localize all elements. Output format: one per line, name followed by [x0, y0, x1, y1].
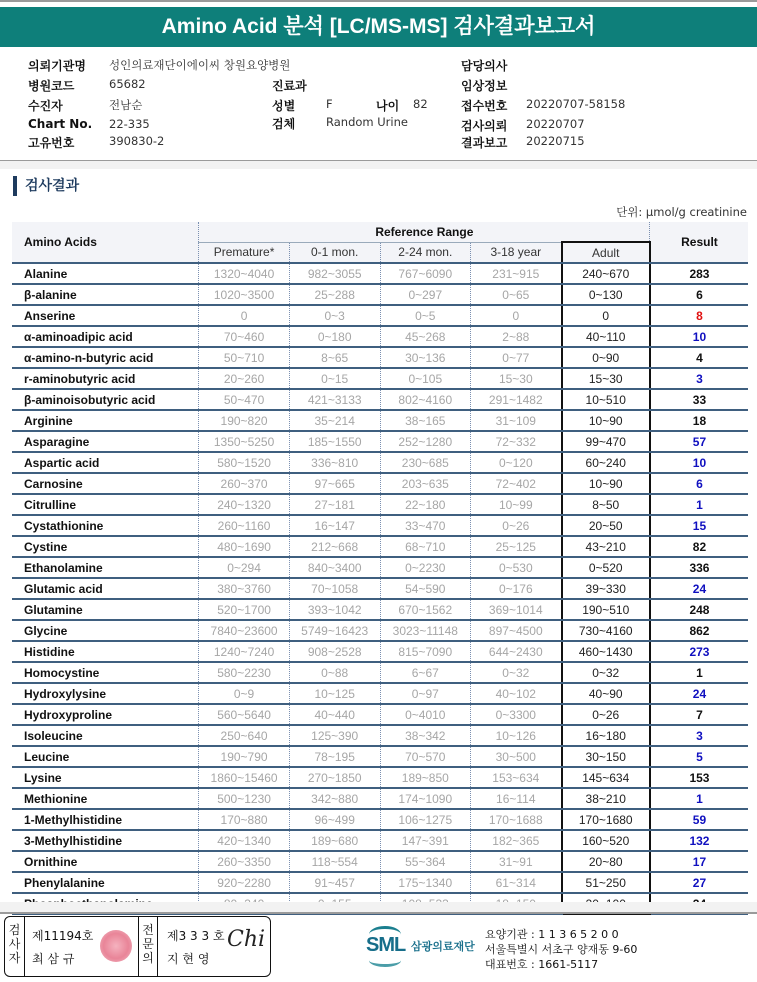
logo-arc-icon: [369, 954, 401, 967]
patient-info: [0, 54, 757, 154]
reference-range: 118~554: [289, 851, 380, 872]
reference-range: 1350~5250: [199, 431, 290, 452]
reference-range: 2~88: [471, 326, 562, 347]
amino-acid-name: Arginine: [12, 410, 199, 431]
reference-adult: 0~520: [562, 557, 650, 578]
amino-acid-name: Glycine: [12, 620, 199, 641]
result-value: 1: [650, 788, 748, 809]
reference-range: 78~195: [289, 746, 380, 767]
age-label: 나이: [376, 99, 400, 113]
result-value: 1: [650, 494, 748, 515]
amino-acid-name: Hydroxylysine: [12, 683, 199, 704]
amino-acid-name: Asparagine: [12, 431, 199, 452]
reference-range: 190~820: [199, 410, 290, 431]
unique-no-value: 390830-2: [109, 134, 165, 148]
table-row: [12, 683, 748, 704]
reference-range: 393~1042: [289, 599, 380, 620]
reference-range: 50~710: [199, 347, 290, 368]
result-value: 248: [650, 599, 748, 620]
table-row: [12, 788, 748, 809]
reference-range: 25~288: [289, 284, 380, 305]
reference-range: 175~1340: [380, 872, 471, 893]
result-value: 153: [650, 767, 748, 788]
result-value: 1: [650, 662, 748, 683]
reference-range: 250~640: [199, 725, 290, 746]
reference-range: 106~1275: [380, 809, 471, 830]
table-row: [12, 767, 748, 788]
reference-range: 170~1688: [471, 809, 562, 830]
reference-range: 897~4500: [471, 620, 562, 641]
reference-adult: 0~26: [562, 704, 650, 725]
age-value: 82: [413, 97, 428, 111]
reference-range: 231~915: [471, 263, 562, 284]
amino-acid-name: Isoleucine: [12, 725, 199, 746]
reference-range: 125~390: [289, 725, 380, 746]
reference-adult: 99~470: [562, 431, 650, 452]
unit-label: 단위: μmol/g creatinine: [616, 205, 747, 219]
reference-range: 230~685: [380, 452, 471, 473]
reference-adult: 10~90: [562, 473, 650, 494]
amino-acid-name: Glutamic acid: [12, 578, 199, 599]
reference-range: 240~1320: [199, 494, 290, 515]
table-row: [12, 620, 748, 641]
reference-range: 580~1520: [199, 452, 290, 473]
table-row: [12, 746, 748, 767]
reference-adult: 190~510: [562, 599, 650, 620]
org-contact: [485, 927, 637, 972]
specialist-license-no: 제3 3 3 호: [167, 929, 225, 943]
reference-adult: 20~80: [562, 851, 650, 872]
reference-range: 212~668: [289, 536, 380, 557]
reference-range: 270~1850: [289, 767, 380, 788]
col-header-adult: Adult: [562, 242, 650, 263]
reference-range: 291~1482: [471, 389, 562, 410]
amino-acid-name: Anserine: [12, 305, 199, 326]
reference-range: 0~97: [380, 683, 471, 704]
sex-label: 성별: [272, 99, 296, 113]
institution-label: 의뢰기관명: [28, 59, 86, 73]
reference-adult: 145~634: [562, 767, 650, 788]
reference-range: 54~590: [380, 578, 471, 599]
amino-acid-name: Phenylalanine: [12, 872, 199, 893]
amino-acid-name: Cystine: [12, 536, 199, 557]
reference-range: 16~114: [471, 788, 562, 809]
reference-adult: 51~250: [562, 872, 650, 893]
reference-range: 342~880: [289, 788, 380, 809]
reference-range: 31~109: [471, 410, 562, 431]
reference-range: 70~460: [199, 326, 290, 347]
reference-range: 0~294: [199, 557, 290, 578]
reference-range: 767~6090: [380, 263, 471, 284]
specialist-name: 지 현 영: [167, 952, 210, 966]
signature-box: [4, 916, 271, 977]
reference-adult: 39~330: [562, 578, 650, 599]
reference-range: 1860~15460: [199, 767, 290, 788]
table-row: [12, 305, 748, 326]
reference-range: 3023~11148: [380, 620, 471, 641]
footer-divider: [0, 912, 757, 914]
amino-acid-name: α-amino-n-butyric acid: [12, 347, 199, 368]
result-value: 10: [650, 452, 748, 473]
reference-range: 55~364: [380, 851, 471, 872]
result-value: 15: [650, 515, 748, 536]
result-value: 283: [650, 263, 748, 284]
reference-range: 670~1562: [380, 599, 471, 620]
reference-range: 0~77: [471, 347, 562, 368]
amino-acid-name: Leucine: [12, 746, 199, 767]
result-value: 33: [650, 389, 748, 410]
table-row: [12, 662, 748, 683]
reference-range: 31~91: [471, 851, 562, 872]
amino-acid-name: Methionine: [12, 788, 199, 809]
reference-range: 0: [199, 305, 290, 326]
receipt-no-label: 접수번호: [461, 99, 508, 113]
reference-range: 72~402: [471, 473, 562, 494]
reference-range: 91~457: [289, 872, 380, 893]
reference-range: 815~7090: [380, 641, 471, 662]
logo-text: SML: [366, 934, 406, 956]
report-title: Amino Acid 분석 [LC/MS-MS] 검사결과보고서: [0, 7, 757, 47]
receipt-no-value: 20220707-58158: [526, 97, 626, 111]
table-row: [12, 410, 748, 431]
col-header-3-18-year: 3-18 year: [471, 242, 562, 263]
reference-adult: 240~670: [562, 263, 650, 284]
seal-stamp-icon: [100, 930, 132, 962]
amino-acid-name: Alanine: [12, 263, 199, 284]
result-value: 57: [650, 431, 748, 452]
section-title: 검사결과: [13, 176, 79, 196]
result-value: 17: [650, 851, 748, 872]
amino-acid-name: β-alanine: [12, 284, 199, 305]
reference-adult: 40~90: [562, 683, 650, 704]
result-value: 59: [650, 809, 748, 830]
reference-range: 802~4160: [380, 389, 471, 410]
amino-acid-name: Ethanolamine: [12, 557, 199, 578]
table-row: [12, 494, 748, 515]
reference-range: 182~365: [471, 830, 562, 851]
reference-adult: 160~520: [562, 830, 650, 851]
result-value: 6: [650, 284, 748, 305]
table-row: [12, 536, 748, 557]
reference-range: 0~26: [471, 515, 562, 536]
reference-adult: 43~210: [562, 536, 650, 557]
hospital-code-label: 병원코드: [28, 79, 75, 93]
chart-no-label: Chart No.: [28, 117, 93, 131]
table-row: [12, 641, 748, 662]
result-value: 3: [650, 725, 748, 746]
reference-adult: 8~50: [562, 494, 650, 515]
result-value: 82: [650, 536, 748, 557]
reference-range: 61~314: [471, 872, 562, 893]
reference-range: 38~165: [380, 410, 471, 431]
amino-acid-name: Carnosine: [12, 473, 199, 494]
institution-value: 성인의료재단이에이씨 창원요양병원: [109, 58, 291, 72]
specimen-label: 검체: [272, 117, 296, 131]
department-label: 진료과: [272, 79, 307, 93]
result-value: 27: [650, 872, 748, 893]
table-row: [12, 830, 748, 851]
reference-range: 908~2528: [289, 641, 380, 662]
table-row: [12, 725, 748, 746]
reference-adult: 15~30: [562, 368, 650, 389]
table-row: [12, 347, 748, 368]
reference-adult: 60~240: [562, 452, 650, 473]
table-row: [12, 473, 748, 494]
result-value: 273: [650, 641, 748, 662]
reference-range: 420~1340: [199, 830, 290, 851]
amino-acid-name: Homocystine: [12, 662, 199, 683]
reference-range: 380~3760: [199, 578, 290, 599]
reference-range: 96~499: [289, 809, 380, 830]
table-row: [12, 431, 748, 452]
amino-acid-name: Citrulline: [12, 494, 199, 515]
reference-range: 185~1550: [289, 431, 380, 452]
chart-no-value: 22-335: [109, 117, 150, 131]
reference-range: 0~2230: [380, 557, 471, 578]
reference-range: 0~9: [199, 683, 290, 704]
reference-range: 580~2230: [199, 662, 290, 683]
reference-range: 0~88: [289, 662, 380, 683]
examiner-license-no: 제11194호: [32, 929, 94, 943]
col-header-reference-range: Reference Range: [199, 222, 650, 242]
reference-adult: 10~510: [562, 389, 650, 410]
reference-range: 20~260: [199, 368, 290, 389]
reference-adult: 10~90: [562, 410, 650, 431]
request-date-value: 20220707: [526, 117, 585, 131]
reference-range: 22~180: [380, 494, 471, 515]
reference-adult: 730~4160: [562, 620, 650, 641]
reference-adult: 170~1680: [562, 809, 650, 830]
reference-adult: 30~150: [562, 746, 650, 767]
reference-range: 5749~16423: [289, 620, 380, 641]
result-value: 3: [650, 368, 748, 389]
reference-range: 0~5: [380, 305, 471, 326]
amino-acid-name: r-aminobutyric acid: [12, 368, 199, 389]
table-row: [12, 557, 748, 578]
org-phone: 대표번호 : 1661-5117: [485, 958, 599, 971]
patient-label: 수진자: [28, 99, 63, 113]
reference-range: 480~1690: [199, 536, 290, 557]
reference-range: 0: [471, 305, 562, 326]
reference-range: 0~32: [471, 662, 562, 683]
table-row: [12, 809, 748, 830]
reference-adult: 38~210: [562, 788, 650, 809]
reference-range: 982~3055: [289, 263, 380, 284]
reference-range: 15~30: [471, 368, 562, 389]
reference-range: 40~440: [289, 704, 380, 725]
examiner-name: 최 삼 규: [32, 952, 75, 966]
reference-range: 30~136: [380, 347, 471, 368]
reference-adult: 0~90: [562, 347, 650, 368]
reference-range: 189~850: [380, 767, 471, 788]
amino-acid-name: Cystathionine: [12, 515, 199, 536]
reference-range: 0~3: [289, 305, 380, 326]
reference-range: 72~332: [471, 431, 562, 452]
care-institution-no: 요양기관 : 1 1 3 6 5 2 0 0: [485, 928, 619, 941]
reference-adult: 0: [562, 305, 650, 326]
reference-range: 35~214: [289, 410, 380, 431]
reference-adult: 20~50: [562, 515, 650, 536]
clinical-info-label: 임상정보: [461, 79, 508, 93]
request-date-label: 검사의뢰: [461, 119, 508, 133]
reference-range: 0~105: [380, 368, 471, 389]
amino-acid-name: β-aminoisobutyric acid: [12, 389, 199, 410]
reference-range: 840~3400: [289, 557, 380, 578]
amino-acid-name: Ornithine: [12, 851, 199, 872]
report-date-label: 결과보고: [461, 136, 508, 150]
reference-range: 189~680: [289, 830, 380, 851]
result-value: 132: [650, 830, 748, 851]
result-value: 5: [650, 746, 748, 767]
table-row: [12, 704, 748, 725]
reference-range: 50~470: [199, 389, 290, 410]
examiner-label: 검 사 자: [5, 917, 25, 976]
reference-range: 644~2430: [471, 641, 562, 662]
amino-acid-name: Aspartic acid: [12, 452, 199, 473]
reference-range: 97~665: [289, 473, 380, 494]
table-row: [12, 263, 748, 284]
patient-value: 전남순: [109, 98, 143, 112]
result-value: 8: [650, 305, 748, 326]
reference-range: 0~3300: [471, 704, 562, 725]
report-date-value: 20220715: [526, 134, 585, 148]
reference-range: 0~180: [289, 326, 380, 347]
result-value: 862: [650, 620, 748, 641]
result-value: 336: [650, 557, 748, 578]
reference-range: 30~500: [471, 746, 562, 767]
divider-band: [0, 161, 757, 169]
table-row: [12, 368, 748, 389]
table-row: [12, 578, 748, 599]
top-border: [0, 0, 757, 2]
reference-range: 500~1230: [199, 788, 290, 809]
reference-range: 147~391: [380, 830, 471, 851]
reference-range: 70~1058: [289, 578, 380, 599]
amino-acid-name: 1-Methylhistidine: [12, 809, 199, 830]
reference-range: 1020~3500: [199, 284, 290, 305]
reference-range: 0~65: [471, 284, 562, 305]
result-value: 7: [650, 704, 748, 725]
specialist-label: 전 문 의: [138, 917, 158, 976]
reference-range: 260~3350: [199, 851, 290, 872]
reference-range: 520~1700: [199, 599, 290, 620]
reference-range: 336~810: [289, 452, 380, 473]
result-value: 6: [650, 473, 748, 494]
result-value: 4: [650, 347, 748, 368]
reference-range: 369~1014: [471, 599, 562, 620]
reference-adult: 16~180: [562, 725, 650, 746]
reference-range: 260~1160: [199, 515, 290, 536]
reference-adult: 40~110: [562, 326, 650, 347]
hospital-code-value: 65682: [109, 77, 146, 91]
reference-range: 8~65: [289, 347, 380, 368]
reference-range: 560~5640: [199, 704, 290, 725]
reference-range: 174~1090: [380, 788, 471, 809]
table-row: [12, 851, 748, 872]
amino-acid-name: α-aminoadipic acid: [12, 326, 199, 347]
reference-range: 0~4010: [380, 704, 471, 725]
reference-range: 170~880: [199, 809, 290, 830]
sex-value: F: [326, 97, 333, 111]
reference-range: 252~1280: [380, 431, 471, 452]
result-value: 10: [650, 326, 748, 347]
reference-range: 203~635: [380, 473, 471, 494]
result-value: 18: [650, 410, 748, 431]
reference-range: 6~67: [380, 662, 471, 683]
signature: Chi: [227, 927, 266, 952]
col-header-premature: Premature*: [199, 242, 290, 263]
reference-range: 153~634: [471, 767, 562, 788]
col-header-2-24-mon: 2-24 mon.: [380, 242, 471, 263]
reference-range: 38~342: [380, 725, 471, 746]
org-address: 서울특별시 서초구 양재동 9-60: [485, 943, 638, 956]
col-header-amino-acids: Amino Acids: [12, 222, 199, 263]
reference-adult: 0~130: [562, 284, 650, 305]
amino-acid-name: 3-Methylhistidine: [12, 830, 199, 851]
reference-range: 0~297: [380, 284, 471, 305]
amino-acid-name: Hydroxyproline: [12, 704, 199, 725]
reference-range: 27~181: [289, 494, 380, 515]
reference-range: 260~370: [199, 473, 290, 494]
reference-range: 0~530: [471, 557, 562, 578]
reference-range: 421~3133: [289, 389, 380, 410]
reference-range: 10~125: [289, 683, 380, 704]
reference-range: 1320~4040: [199, 263, 290, 284]
reference-range: 10~126: [471, 725, 562, 746]
reference-range: 68~710: [380, 536, 471, 557]
result-value: 24: [650, 683, 748, 704]
reference-range: 0~120: [471, 452, 562, 473]
reference-range: 70~570: [380, 746, 471, 767]
footer-band: [0, 902, 757, 912]
table-row: [12, 326, 748, 347]
reference-range: 25~125: [471, 536, 562, 557]
amino-acid-name: Histidine: [12, 641, 199, 662]
table-row: [12, 452, 748, 473]
amino-acid-name: Glutamine: [12, 599, 199, 620]
amino-acid-name: Lysine: [12, 767, 199, 788]
unique-no-label: 고유번호: [28, 136, 75, 150]
reference-range: 1240~7240: [199, 641, 290, 662]
col-header-0-1-mon: 0-1 mon.: [289, 242, 380, 263]
specimen-value: Random Urine: [326, 115, 408, 129]
table-row: [12, 515, 748, 536]
reference-range: 45~268: [380, 326, 471, 347]
result-value: 24: [650, 578, 748, 599]
reference-range: 40~102: [471, 683, 562, 704]
doctor-label: 담당의사: [461, 59, 508, 73]
reference-range: 920~2280: [199, 872, 290, 893]
reference-adult: 0~32: [562, 662, 650, 683]
reference-range: 16~147: [289, 515, 380, 536]
sml-logo: [366, 925, 478, 967]
reference-range: 0~15: [289, 368, 380, 389]
reference-range: 7840~23600: [199, 620, 290, 641]
reference-range: 10~99: [471, 494, 562, 515]
org-name: 삼광의료재단: [411, 940, 475, 953]
table-row: [12, 872, 748, 893]
table-row: [12, 599, 748, 620]
table-row: [12, 284, 748, 305]
reference-adult: 460~1430: [562, 641, 650, 662]
reference-range: 0~176: [471, 578, 562, 599]
col-header-result: Result: [650, 222, 748, 263]
reference-range: 33~470: [380, 515, 471, 536]
results-table: [12, 222, 748, 915]
table-row: [12, 389, 748, 410]
reference-range: 190~790: [199, 746, 290, 767]
